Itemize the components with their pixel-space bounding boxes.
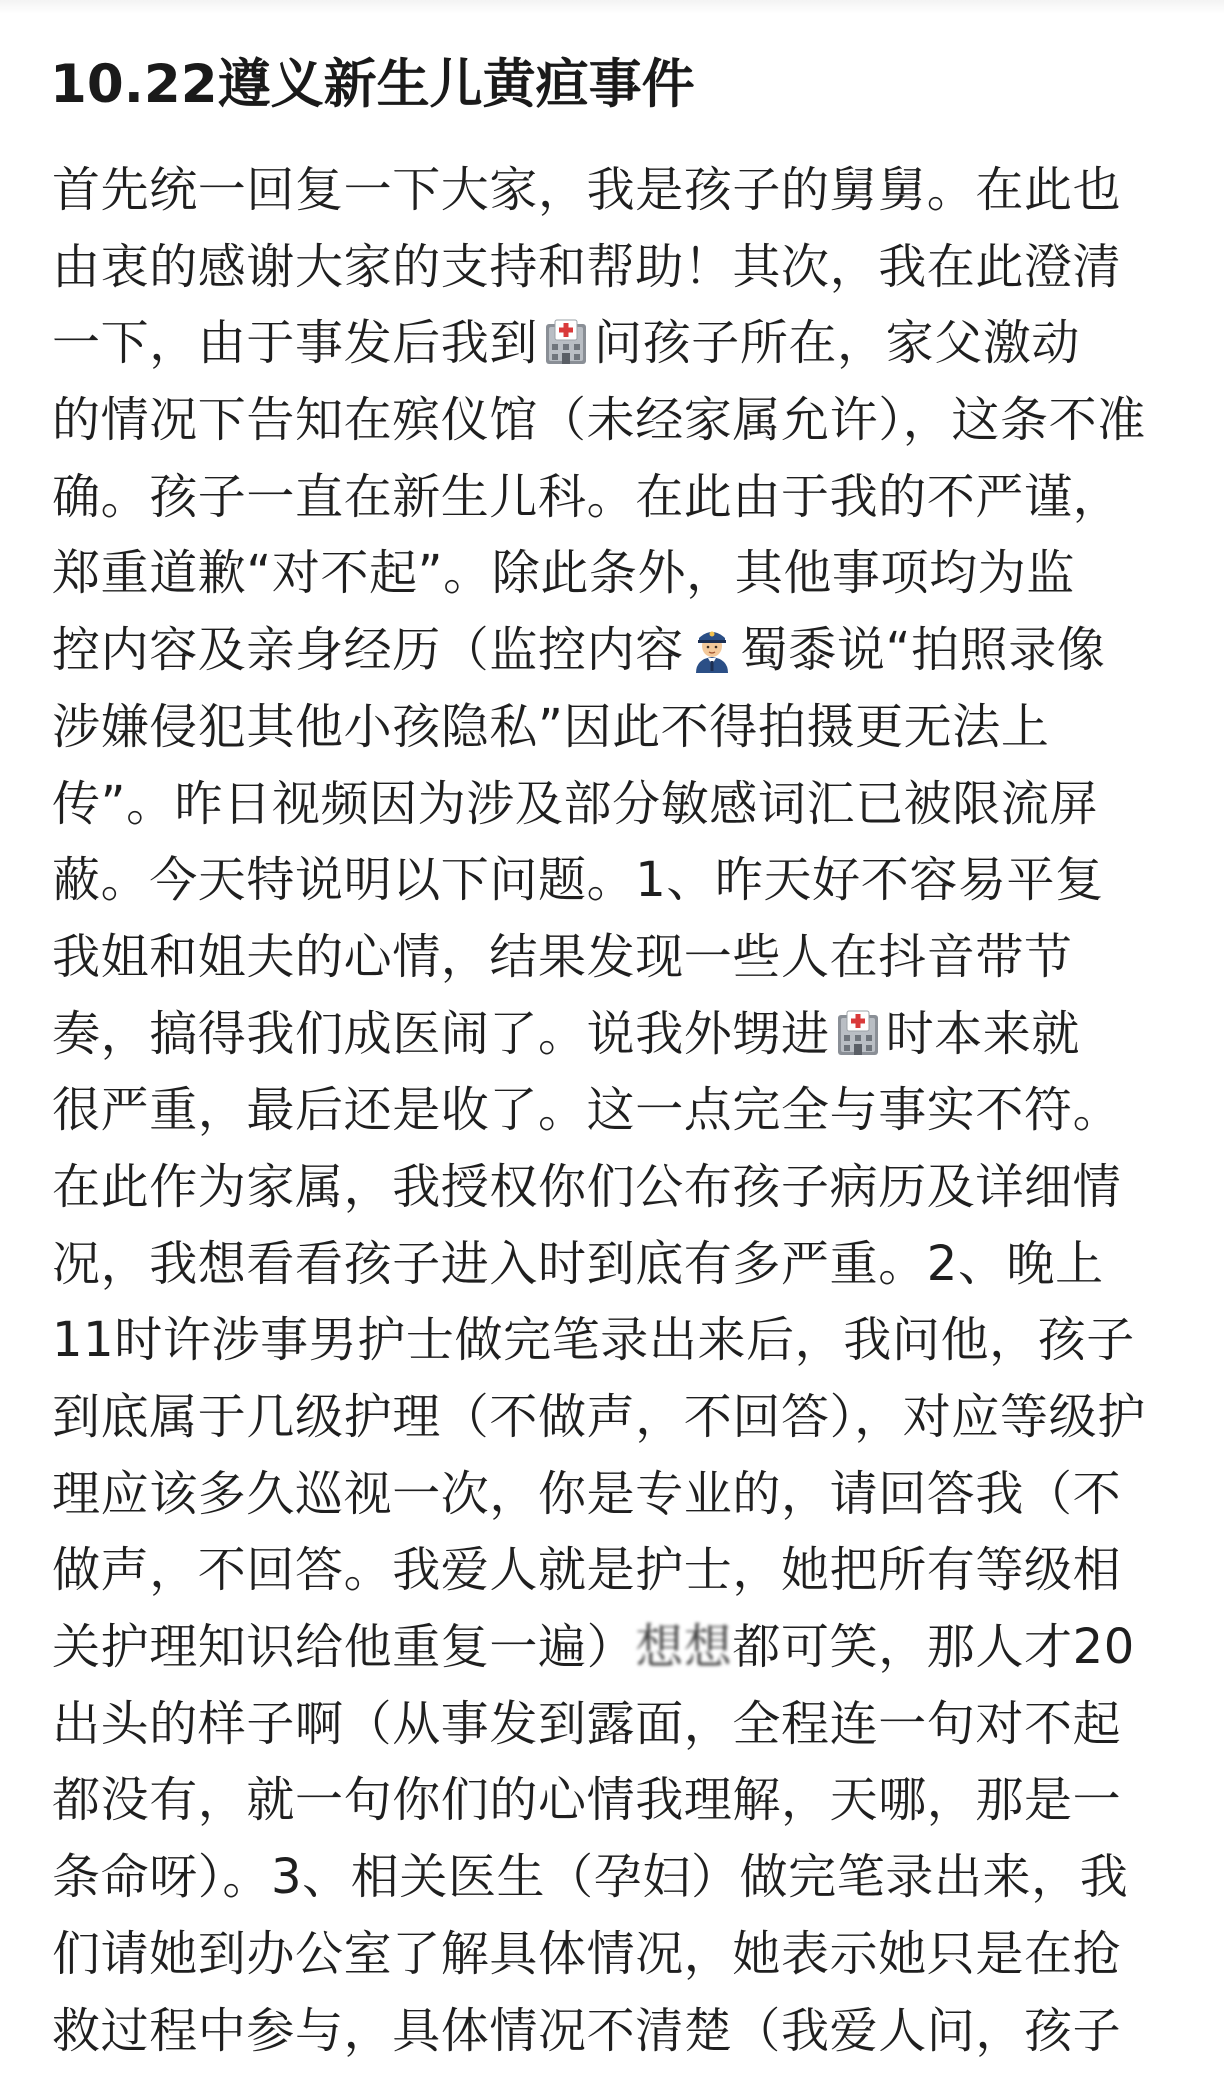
text-line [52, 1839, 1182, 1916]
line-text: 都没有，就一句你们的心情我理解，天哪，那是一 [52, 1772, 1122, 1829]
text-line [52, 1532, 1182, 1609]
text-line [52, 996, 1182, 1073]
line-text: 很严重，最后还是收了。这一点完全与事实不符。 [52, 1082, 1122, 1139]
line-text: 控内容及亲身经历（监控内容 [52, 622, 684, 679]
line-text: 时本来就 [885, 1005, 1081, 1062]
line-text: 蜀黍说“拍照录像 [739, 622, 1106, 679]
police-officer-icon [686, 623, 738, 675]
line-text: 条命呀）。3、相关医生（孕妇）做完笔录出来，我 [52, 1849, 1129, 1906]
text-line [52, 1762, 1182, 1839]
line-text: 到底属于几级护理（不做声，不回答），对应等级护 [52, 1389, 1146, 1445]
line-text: 奏，搞得我们成医闹了。说我外甥进 [52, 1005, 830, 1062]
line-text: 传”。昨日视频因为涉及部分敏感词汇已被限流屏 [52, 775, 1099, 832]
text-line [52, 1609, 1182, 1686]
line-text: 11时许涉事男护士做完笔录出来后，我问他，孩子 [52, 1312, 1135, 1369]
text-line [52, 1072, 1182, 1149]
text-line [52, 1149, 1182, 1226]
text-line [52, 305, 1182, 382]
line-text: 蔽。今天特说明以下问题。1、昨天好不容易平复 [52, 852, 1104, 909]
text-line [52, 689, 1182, 766]
line-text: 我姐和姐夫的心情，结果发现一些人在抖音带节 [52, 928, 1073, 985]
post-title: 10.22遵义新生儿黄疸事件 [50, 54, 695, 115]
hospital-icon [832, 1007, 884, 1059]
line-text: 理应该多久巡视一次，你是专业的，请回答我（不 [52, 1465, 1122, 1522]
line-text: 涉嫌侵犯其他小孩隐私”因此不得拍摄更无法上 [52, 698, 1050, 755]
text-line [52, 919, 1182, 996]
blurred-text: 想想 [635, 1619, 733, 1676]
text-line [52, 152, 1182, 229]
line-text: 的情况下告知在殡仪馆（未经家属允许），这条不准 [52, 392, 1146, 449]
text-line [52, 1302, 1182, 1379]
line-text: 由衷的感谢大家的支持和帮助！其次，我在此澄清 [52, 238, 1122, 295]
line-text: 关护理知识给他重复一遍） [52, 1619, 636, 1676]
text-line [52, 229, 1182, 306]
hospital-icon [540, 316, 592, 368]
line-text: 出头的样子啊（从事发到露面，全程连一句对不起 [52, 1695, 1122, 1752]
line-text: 救过程中参与，具体情况不清楚（我爱人问，孩子 [52, 2002, 1122, 2059]
line-text: 做声，不回答。我爱人就是护士，她把所有等级相 [52, 1542, 1122, 1599]
text-line [52, 1916, 1182, 1993]
line-text: 况，我想看看孩子进入时到底有多严重。2、晚上 [52, 1235, 1104, 1292]
line-text: 确。孩子一直在新生儿科。在此由于我的不严谨， [52, 468, 1122, 525]
line-text: 都可笑，那人才20 [732, 1619, 1135, 1676]
text-line [52, 459, 1182, 536]
line-text: 一下，由于事发后我到 [52, 315, 539, 372]
line-text: 郑重道歉“对不起”。除此条外，其他事项均为监 [52, 545, 1075, 602]
text-line [52, 382, 1182, 459]
text-line [52, 1686, 1182, 1763]
top-edge-shadow [0, 0, 1224, 14]
text-line [52, 1456, 1182, 1533]
text-line [52, 535, 1182, 612]
text-line [52, 1993, 1182, 2070]
text-line [52, 612, 1182, 689]
text-line [52, 1226, 1182, 1303]
line-text: 首先统一回复一下大家，我是孩子的舅舅。在此也 [52, 162, 1122, 218]
post-body [52, 152, 1182, 2069]
text-line [52, 766, 1182, 843]
line-text: 问孩子所在，家父激动 [594, 315, 1081, 372]
text-line [52, 1379, 1182, 1456]
line-text: 在此作为家属，我授权你们公布孩子病历及详细情 [52, 1158, 1122, 1215]
line-text: 们请她到办公室了解具体情况，她表示她只是在抢 [52, 1925, 1122, 1982]
text-line [52, 842, 1182, 919]
